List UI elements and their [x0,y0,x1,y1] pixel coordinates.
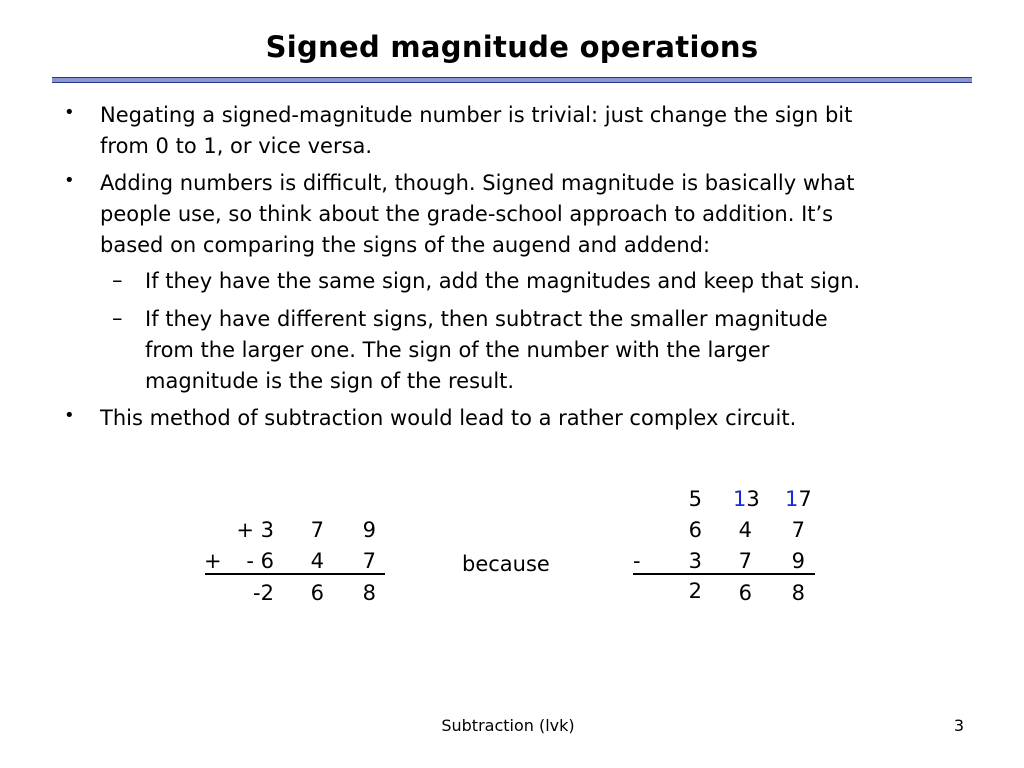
addition-row2-ones: 7 [362,549,376,573]
borrow-tens-digit: 3 [746,487,760,511]
bullet-1-dot: • [64,102,75,123]
subtraction-difference-rule [633,573,815,575]
addition-result-tens: 6 [310,581,324,605]
subtraction-row1-ones: 7 [791,518,805,542]
subtraction-row2-ones: 9 [791,549,805,573]
page-number: 3 [953,716,964,735]
subtraction-row1-hundreds: 6 [688,518,702,542]
sub-bullet-2-line-3: magnitude is the sign of the result. [145,369,515,393]
bullet-1-line-1: Negating a signed-magnitude number is trivial: just change the sign bit [100,103,853,127]
subtraction-operator: - [633,549,641,573]
borrow-ones-carry: 1 [785,487,799,511]
subtraction-row2-tens: 7 [738,549,752,573]
addition-result-ones: 8 [362,581,376,605]
sub-bullet-1-dash: – [112,268,123,292]
because-label: because [462,552,550,576]
footer-title: Subtraction (lvk) [441,716,575,735]
addition-result-hundreds: -2 [253,581,274,605]
bullet-3-line-1: This method of subtraction would lead to a rather complex circuit. [100,406,797,430]
sub-bullet-2-line-1: If they have different signs, then subtract the smaller magnitude [145,307,828,331]
subtraction-row1-tens: 4 [738,518,752,542]
subtraction-row2-hundreds: 3 [688,549,702,573]
sub-bullet-2-dash: – [112,306,123,330]
borrow-ones-digit: 7 [798,487,812,511]
subtraction-result-hundreds: 2 [688,579,702,603]
bullet-2-line-2: people use, so think about the grade-school approach to addition. It’s [100,202,834,226]
slide-title: Signed magnitude operations [265,30,759,64]
sub-bullet-2-line-2: from the larger one. The sign of the number with the larger [145,338,770,362]
addition-operator: + [204,549,222,573]
bullet-3-dot: • [64,405,75,426]
subtraction-result-ones: 8 [791,581,805,605]
bullet-2-line-3: based on comparing the signs of the augend and addend: [100,233,711,257]
subtraction-result-tens: 6 [738,581,752,605]
bullet-2-line-1: Adding numbers is difficult, though. Signed magnitude is basically what [100,171,855,195]
borrow-hundreds: 5 [688,487,702,511]
addition-row1-tens: 7 [310,518,324,542]
sub-bullet-1-line-1: If they have the same sign, add the magnitudes and keep that sign. [145,269,861,293]
addition-sum-rule [205,573,385,575]
addition-row1-ones: 9 [362,518,376,542]
bullet-2-dot: • [64,170,75,191]
addition-row2-hundreds: - 6 [246,549,274,573]
addition-row2-tens: 4 [310,549,324,573]
borrow-ones [785,485,812,513]
borrow-tens-carry: 1 [733,487,747,511]
title-underline [52,77,972,83]
borrow-tens [733,485,760,513]
bullet-1-line-2: from 0 to 1, or vice versa. [100,134,373,158]
addition-row1-hundreds: + 3 [236,518,274,542]
